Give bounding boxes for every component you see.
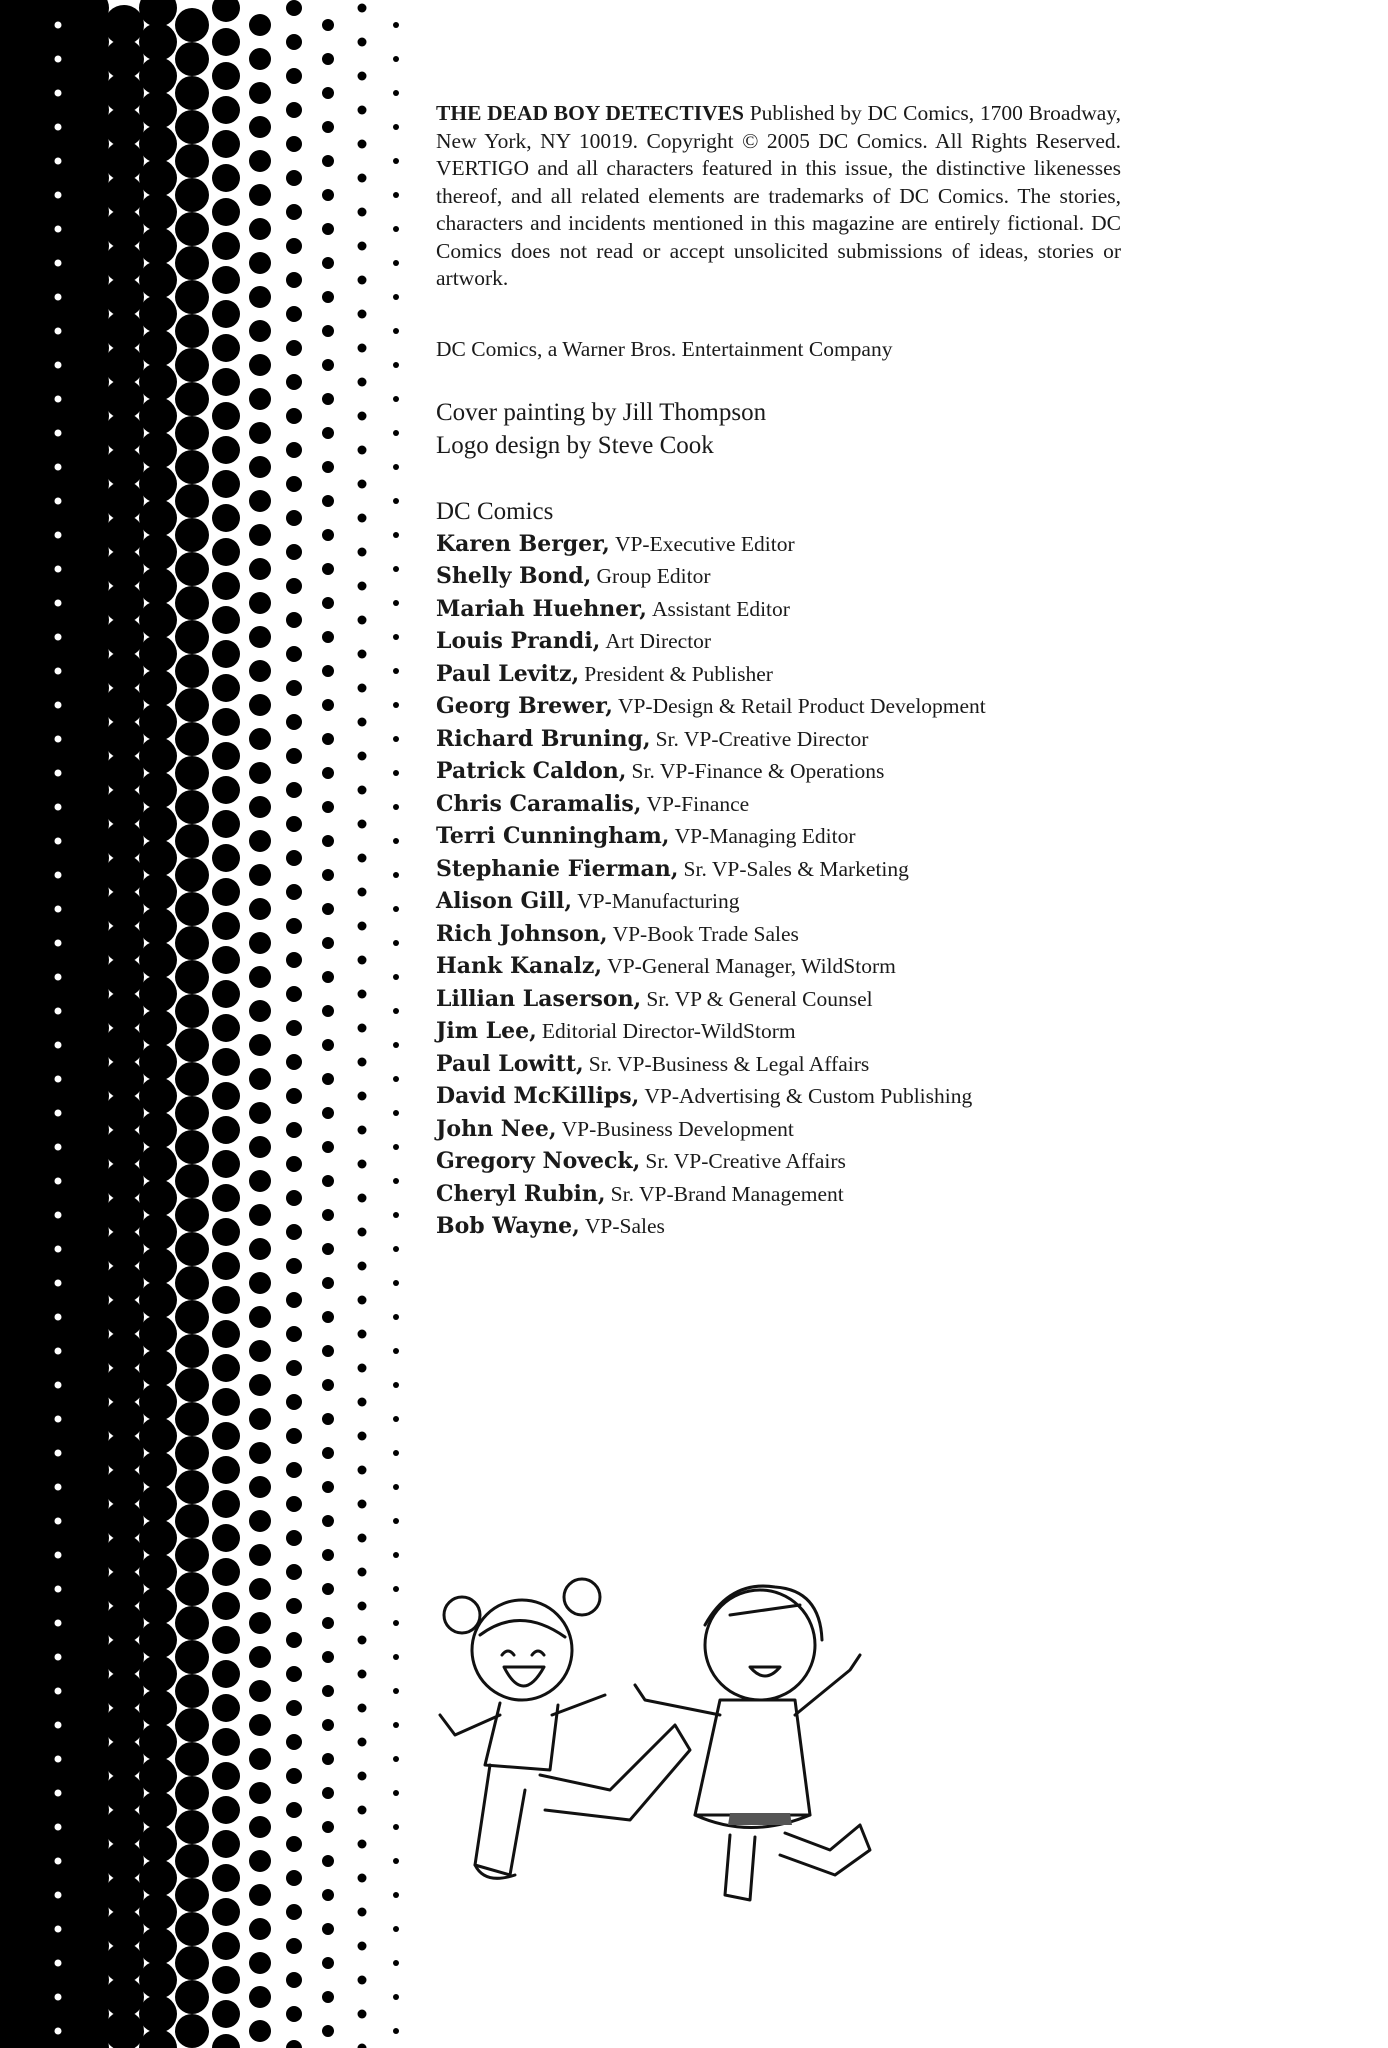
staff-member <box>436 1015 1126 1048</box>
staff-member-name: Hank Kanalz, <box>436 953 603 979</box>
credits <box>436 396 1126 462</box>
staff-member-title: Editorial Director-WildStorm <box>541 1019 796 1043</box>
staff-member <box>436 755 1126 788</box>
staff-member-title: Assistant Editor <box>651 596 790 621</box>
staff-member-name: Patrick Caldon, <box>436 758 627 784</box>
staff-member-name: Louis Prandi, <box>436 628 601 654</box>
staff-member-title: VP-Advertising & Custom Publishing <box>644 1084 973 1108</box>
staff-member-name: Paul Lowitt, <box>436 1050 584 1077</box>
staff-member-title: VP-General Manager, WildStorm <box>607 954 896 978</box>
staff-member <box>436 593 1126 626</box>
staff-member <box>436 918 1126 951</box>
staff-member <box>436 820 1126 853</box>
staff-member <box>436 983 1126 1016</box>
staff-member-title: VP-Manufacturing <box>577 889 740 913</box>
staff-member-title: Group Editor <box>596 564 711 588</box>
staff-member-name: Alison Gill, <box>436 888 573 914</box>
legal-notice-body: Published by DC Comics, 1700 Broadway, New York, NY 10019. Copyright © 2005 DC Comics. All Rights Reserved. VERTIGO and all characters featured in this issue, the distinctive likenesses thereof, and all related elements are trademarks of DC Comics. The stories, characters and incidents mentioned in this magazine are entirely fictional. DC Comics does not read or accept unsolicited submissions of ideas, stories or artwork. <box>436 101 1121 290</box>
staff-member-name: Mariah Huehner, <box>436 595 647 622</box>
staff-member <box>436 1080 1126 1113</box>
staff-member-title: Sr. VP & General Counsel <box>646 986 873 1011</box>
staff-member-name: Shelly Bond, <box>436 563 592 589</box>
staff-member-name: Gregory Noveck, <box>436 1148 641 1174</box>
staff-member <box>436 1178 1126 1211</box>
staff-member-title: VP-Sales <box>584 1214 665 1238</box>
staff-member-name: Chris Caramalis, <box>436 790 642 817</box>
staff-member-title: VP-Business Development <box>561 1116 794 1141</box>
staff-member <box>436 853 1126 886</box>
staff-member <box>436 1048 1126 1081</box>
staff-member-name: Lillian Laserson, <box>436 985 642 1012</box>
staff-member-name: Richard Bruning, <box>436 725 651 752</box>
staff-member-name: Jim Lee, <box>436 1018 537 1044</box>
staff-member-title: Sr. VP-Creative Director <box>655 726 869 751</box>
staff-member <box>436 690 1126 723</box>
staff-member-name: Georg Brewer, <box>436 693 613 719</box>
staff-member-title: VP-Design & Retail Product Development <box>617 694 986 718</box>
staff-member-title: VP-Finance <box>646 791 750 816</box>
staff-member-title: VP-Executive Editor <box>614 531 795 556</box>
staff-member-title: Sr. VP-Finance & Operations <box>631 759 885 783</box>
staff-member <box>436 788 1126 821</box>
staff-list <box>436 528 1126 1243</box>
staff-member <box>436 1145 1126 1178</box>
staff-member-name: David McKillips, <box>436 1083 640 1109</box>
staff-member-name: Paul Levitz, <box>436 660 580 687</box>
staff-member <box>436 528 1126 561</box>
legal-notice <box>436 100 1121 293</box>
two-girls-illustration <box>430 1575 990 1975</box>
staff-member-title: Sr. VP-Sales & Marketing <box>683 856 909 881</box>
staff-member-name: John Nee, <box>436 1115 557 1142</box>
staff-member-name: Terri Cunningham, <box>436 823 670 849</box>
girl-thumbs-up-drawing <box>635 1586 870 1900</box>
staff-member <box>436 1210 1126 1243</box>
indicia-content <box>436 100 1126 1243</box>
cover-credit: Cover painting by Jill Thompson <box>436 398 767 426</box>
girl-kicking-drawing <box>440 1579 690 1878</box>
staff-member-title: VP-Book Trade Sales <box>612 921 799 946</box>
halftone-dot-border <box>0 0 430 2048</box>
staff-member-name: Rich Johnson, <box>436 920 608 947</box>
staff-member <box>436 560 1126 593</box>
staff-member-name: Karen Berger, <box>436 530 610 557</box>
logo-credit: Logo design by Steve Cook <box>436 431 714 459</box>
staff-member-title: Sr. VP-Creative Affairs <box>645 1149 846 1173</box>
staff-member-title: Art Director <box>605 629 712 653</box>
staff-member-title: President & Publisher <box>584 661 773 686</box>
staff-member <box>436 1113 1126 1146</box>
staff-member <box>436 950 1126 983</box>
staff-member-name: Bob Wayne, <box>436 1213 580 1239</box>
staff-heading: DC Comics <box>436 497 554 525</box>
staff-member-title: Sr. VP-Brand Management <box>610 1181 844 1206</box>
staff-member <box>436 723 1126 756</box>
staff-member <box>436 658 1126 691</box>
staff-member-name: Cheryl Rubin, <box>436 1180 606 1207</box>
company-line: DC Comics, a Warner Bros. Entertainment Company <box>436 336 893 361</box>
staff-member-name: Stephanie Fierman, <box>436 855 679 882</box>
staff-member <box>436 885 1126 918</box>
staff-member-title: Sr. VP-Business & Legal Affairs <box>588 1051 870 1076</box>
staff-member-title: VP-Managing Editor <box>674 824 856 848</box>
staff-member <box>436 625 1126 658</box>
legal-notice-title: THE DEAD BOY DETECTIVES <box>436 101 744 125</box>
